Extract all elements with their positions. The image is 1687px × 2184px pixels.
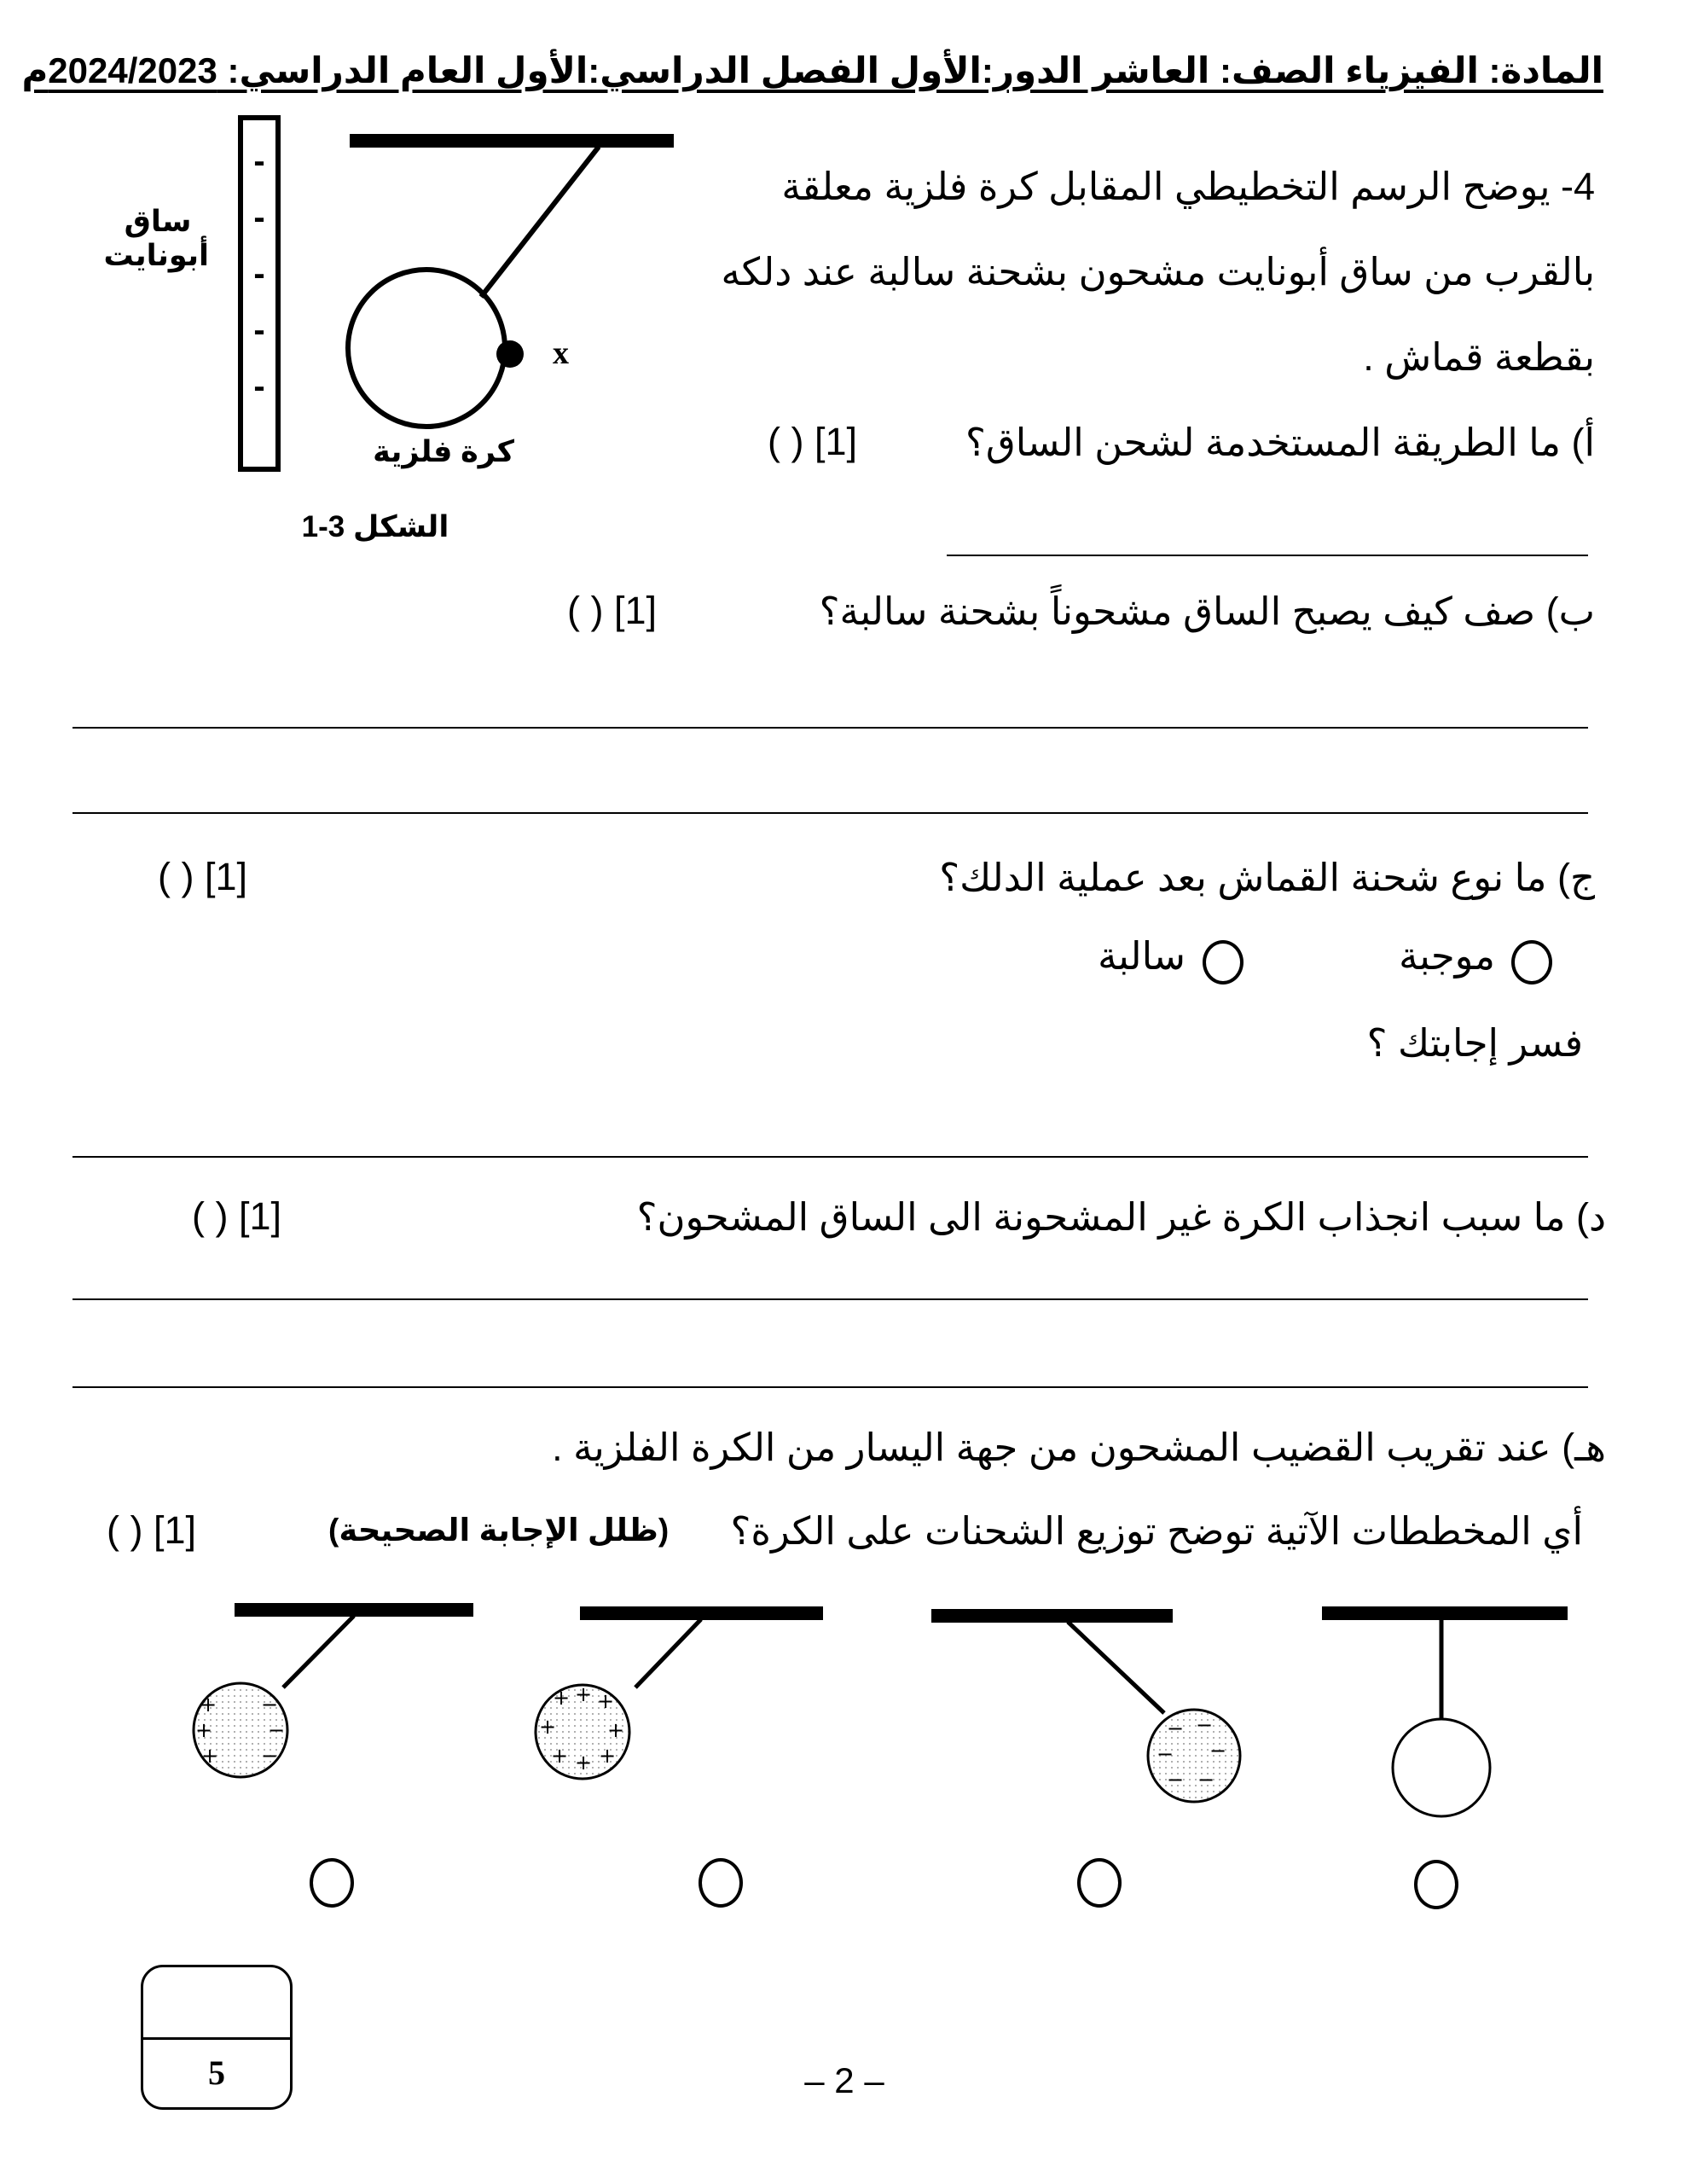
option-negative-label: سالبة — [1098, 934, 1186, 978]
plus-sign: + — [598, 1744, 617, 1768]
option-positive-label: موجبة — [1399, 934, 1495, 978]
answer-line[interactable] — [947, 555, 1588, 556]
part-a-question: أ) ما الطريقة المستخدمة لشحن الساق؟ — [965, 421, 1595, 464]
question-intro-line: 4- يوضح الرسم التخطيطي المقابل كرة فلزية معلقة — [781, 165, 1595, 208]
question-intro-line: بقطعة قماش . — [1363, 335, 1595, 379]
point-x-marker — [496, 340, 524, 368]
minus-sign: − — [1156, 1742, 1174, 1766]
answer-line[interactable] — [72, 1298, 1588, 1300]
part-b-question: ب) صف كيف يصبح الساق مشحوناً بشحنة سالبة؟ — [819, 590, 1595, 633]
option-positive-circle[interactable] — [1511, 940, 1552, 985]
part-e-line1: هـ) عند تقريب القضيب المشحون من جهة اليسار من الكرة الفلزية . — [552, 1426, 1606, 1469]
score-box — [141, 1965, 293, 2110]
part-e-instruction: (ظلل الإجابة الصحيحة) — [328, 1513, 670, 1548]
answer-line[interactable] — [72, 1156, 1588, 1158]
plus-sign: + — [596, 1689, 615, 1713]
diagram-3 — [931, 1616, 1240, 1802]
rod-charge: - — [253, 255, 265, 293]
option-negative-circle[interactable] — [1203, 940, 1244, 985]
plus-sign: + — [574, 1682, 593, 1706]
diagram-4-answer-circle[interactable] — [1414, 1860, 1458, 1909]
diagram-1-answer-circle[interactable] — [310, 1858, 354, 1908]
diagram-2 — [536, 1613, 823, 1779]
rod-charge: - — [253, 199, 265, 236]
part-d-marks: ( ) [1] — [192, 1194, 282, 1238]
exam-header: المادة: الفيزياء الصف: العاشر الدور:الأول الفصل الدراسي:الأول العام الدراسي: 2024/2023م — [21, 50, 1603, 90]
plus-sign: + — [574, 1751, 593, 1774]
part-c-marks: ( ) [1] — [158, 855, 248, 898]
minus-sign: − — [260, 1744, 279, 1768]
explain-prompt: فسر إجابتك ؟ — [1366, 1021, 1583, 1065]
minus-sign: − — [1197, 1768, 1215, 1792]
minus-sign: − — [267, 1718, 286, 1742]
question-intro-line: بالقرب من ساق أبونايت مشحون بشحنة سالبة عند دلكه — [721, 250, 1595, 293]
rod-label: ساق أبونايت — [103, 205, 209, 272]
minus-sign: − — [1209, 1739, 1227, 1763]
part-c-question: ج) ما نوع شحنة القماش بعد عملية الدلك؟ — [939, 856, 1595, 899]
part-d-question: د) ما سبب انجذاب الكرة غير المشحونة الى الساق المشحون؟ — [636, 1195, 1606, 1239]
point-x-label: x — [553, 335, 569, 371]
plus-sign: + — [538, 1715, 557, 1739]
part-b-marks: ( ) [1] — [567, 589, 658, 632]
diagram-1 — [194, 1610, 473, 1777]
plus-sign: + — [552, 1686, 571, 1710]
thread — [481, 147, 599, 297]
ball-label: كرة فلزية — [373, 435, 514, 468]
plus-sign: + — [199, 1693, 217, 1716]
page-number: – 2 – — [804, 2060, 884, 2100]
answer-line[interactable] — [72, 1386, 1588, 1388]
rod-charge: - — [253, 142, 265, 180]
plus-sign: + — [550, 1744, 569, 1768]
part-e-marks: ( ) [1] — [107, 1508, 197, 1552]
minus-sign: − — [1195, 1713, 1214, 1737]
minus-sign: − — [260, 1693, 279, 1716]
rod-charge: - — [253, 368, 265, 405]
diagram-2-answer-circle[interactable] — [699, 1858, 743, 1908]
charge-diagrams — [0, 1587, 1687, 1843]
minus-sign: − — [1166, 1716, 1185, 1740]
answer-line[interactable] — [72, 727, 1588, 729]
answer-line[interactable] — [72, 812, 1588, 814]
plus-sign: + — [606, 1718, 625, 1742]
diagram-3-answer-circle[interactable] — [1077, 1858, 1122, 1908]
figure-3-1 — [102, 111, 699, 555]
metal-ball — [348, 270, 505, 427]
rod-charge: - — [253, 311, 265, 349]
minus-sign: − — [1166, 1768, 1185, 1792]
part-e-line2: أي المخططات الآتية توضح توزيع الشحنات على الكرة؟ — [730, 1509, 1583, 1553]
plus-sign: + — [200, 1744, 219, 1768]
diagram-4 — [1322, 1613, 1568, 1816]
part-a-marks: ( ) [1] — [768, 420, 858, 463]
plus-sign: + — [194, 1718, 213, 1742]
score-total: 5 — [208, 2053, 225, 2092]
figure-caption: الشكل 3-1 — [301, 510, 449, 543]
